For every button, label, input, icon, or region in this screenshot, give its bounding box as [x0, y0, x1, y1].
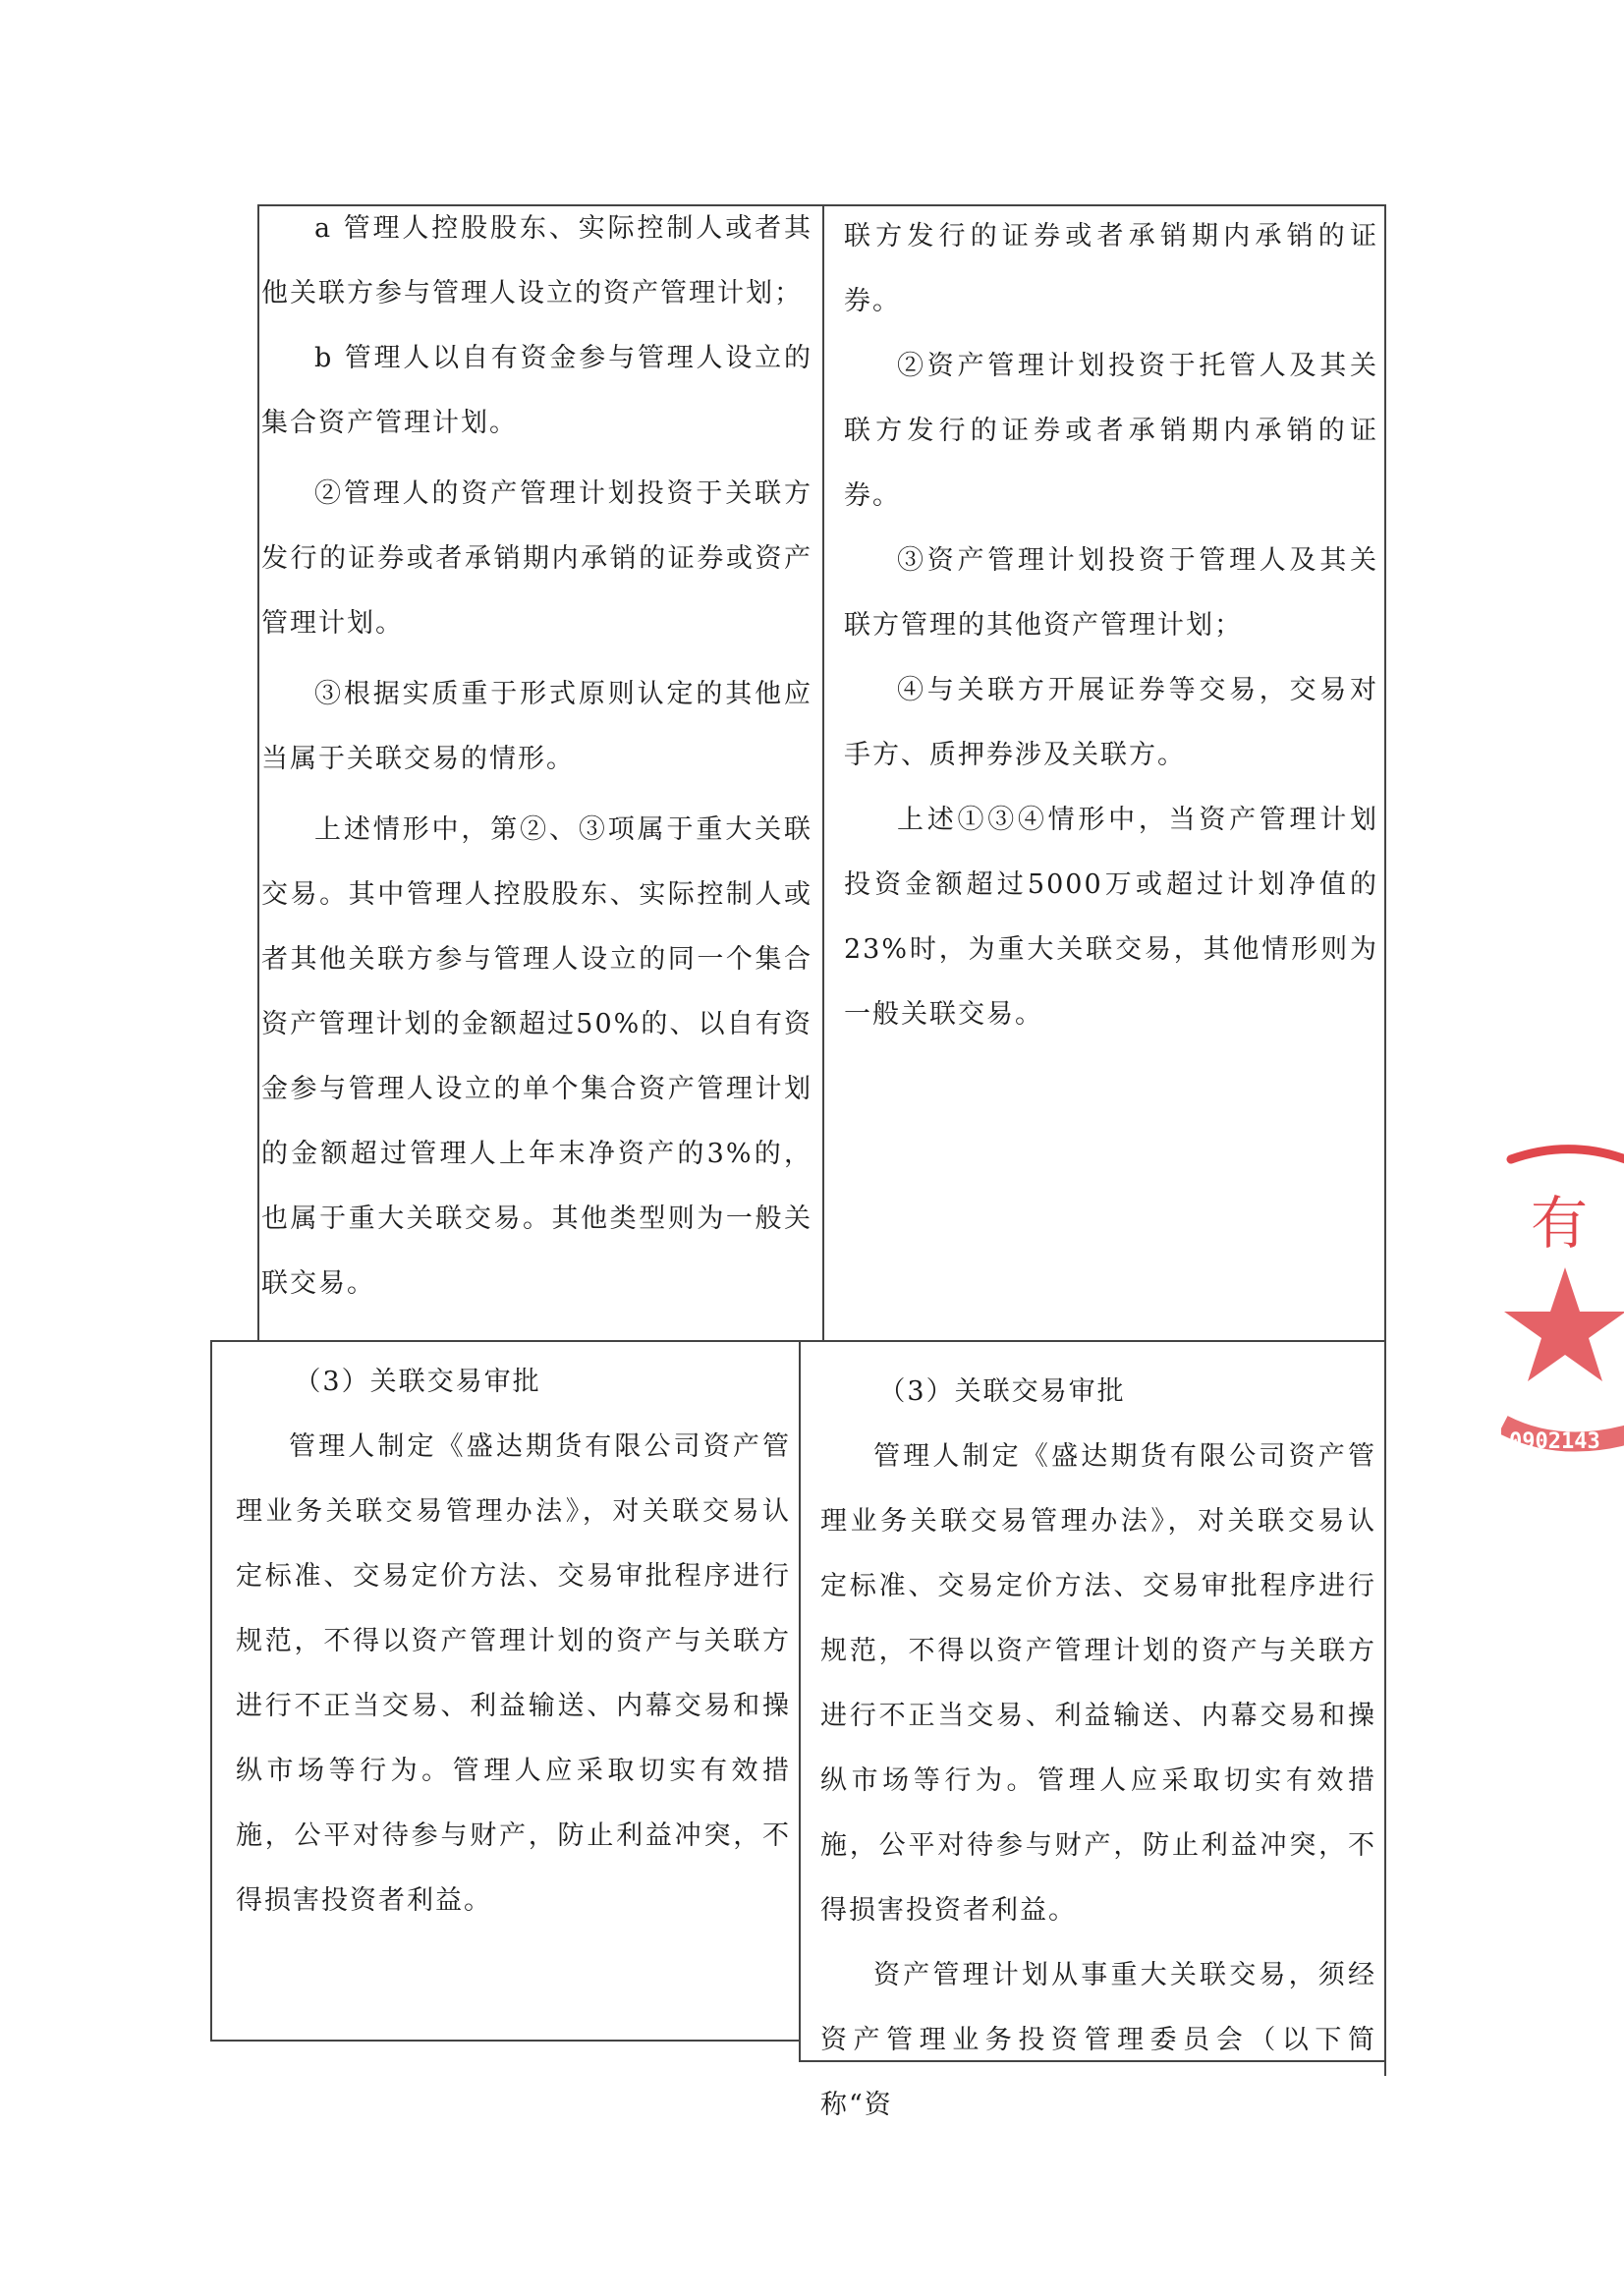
paragraph: 管理人制定《盛达期货有限公司资产管理业务关联交易管理办法》，对关联交易认定标准、交易定价方法、交易审批程序进行规范，不得以资产管理计划的资产与关联方进行不正当交易、利益输送、内幕交易和操纵市场等行为。管理人应采取切实有效措施，公平对待参与财产，防止利益冲突，不得损害投资者利益。 [236, 1431, 791, 1916]
section-heading: （3）关联交易审批 [294, 1367, 541, 1397]
paragraph: ②管理人的资产管理计划投资于关联方发行的证券或者承销期内承销的证券或资产管理计划。 [261, 478, 812, 639]
seal-star-icon [1504, 1267, 1624, 1381]
section-heading: （3）关联交易审批 [878, 1376, 1126, 1407]
bottom-left-cell [212, 1350, 799, 1933]
paragraph: ②资产管理计划投资于托管人及其关联方发行的证券或者承销期内承销的证券。 [844, 351, 1378, 511]
top-right-cell [824, 204, 1384, 1047]
paragraph: 上述①③④情形中，当资产管理计划投资金额超过5000万或超过计划净值的23%时，为重大关联交易，其他情形则为一般关联交易。 [844, 805, 1378, 1030]
company-seal-stamp [1501, 1130, 1624, 1483]
continued-line: 联方发行的证券或者承销期内承销的证券。 [844, 221, 1378, 316]
seal-code: 0902143 [1509, 1429, 1600, 1454]
paragraph: b 管理人以自有资金参与管理人设立的集合资产管理计划。 [261, 343, 812, 438]
paragraph: ③根据实质重于形式原则认定的其他应当属于关联交易的情形。 [261, 679, 812, 774]
seal-character: 有 [1531, 1190, 1589, 1257]
seal-arc-bottom [1503, 1425, 1624, 1442]
bottom-right-cell [801, 1360, 1384, 2138]
table-border-bottom-left [210, 2040, 800, 2042]
seal-arc-top [1511, 1149, 1624, 1169]
paragraph: ③资产管理计划投资于管理人及其关联方管理的其他资产管理计划； [844, 545, 1378, 641]
top-left-cell [257, 196, 822, 1316]
table-border-right [1384, 204, 1386, 2076]
paragraph: a 管理人控股股东、实际控制人或者其他关联方参与管理人设立的资产管理计划； [261, 213, 812, 308]
paragraph: 管理人制定《盛达期货有限公司资产管理业务关联交易管理办法》，对关联交易认定标准、交易定价方法、交易审批程序进行规范，不得以资产管理计划的资产与关联方进行不正当交易、利益输送、内幕交易和操纵市场等行为。管理人应采取切实有效措施，公平对待参与财产，防止利益冲突，不得损害投资者利益。 [820, 1441, 1376, 1926]
paragraph: 资产管理计划从事重大关联交易，须经资产管理业务投资管理委员会（以下简称“资 [820, 1960, 1376, 2120]
paragraph: 上述情形中，第②、③项属于重大关联交易。其中管理人控股股东、实际控制人或者其他关联方参与管理人设立的同一个集合资产管理计划的金额超过50%的、以自有资金参与管理人设立的单个集合资产管理计划的金额超过管理人上年末净资产的3%的，也属于重大关联交易。其他类型则为一般关联交易。 [261, 814, 812, 1299]
paragraph: ④与关联方开展证券等交易，交易对手方、质押券涉及关联方。 [844, 675, 1378, 770]
